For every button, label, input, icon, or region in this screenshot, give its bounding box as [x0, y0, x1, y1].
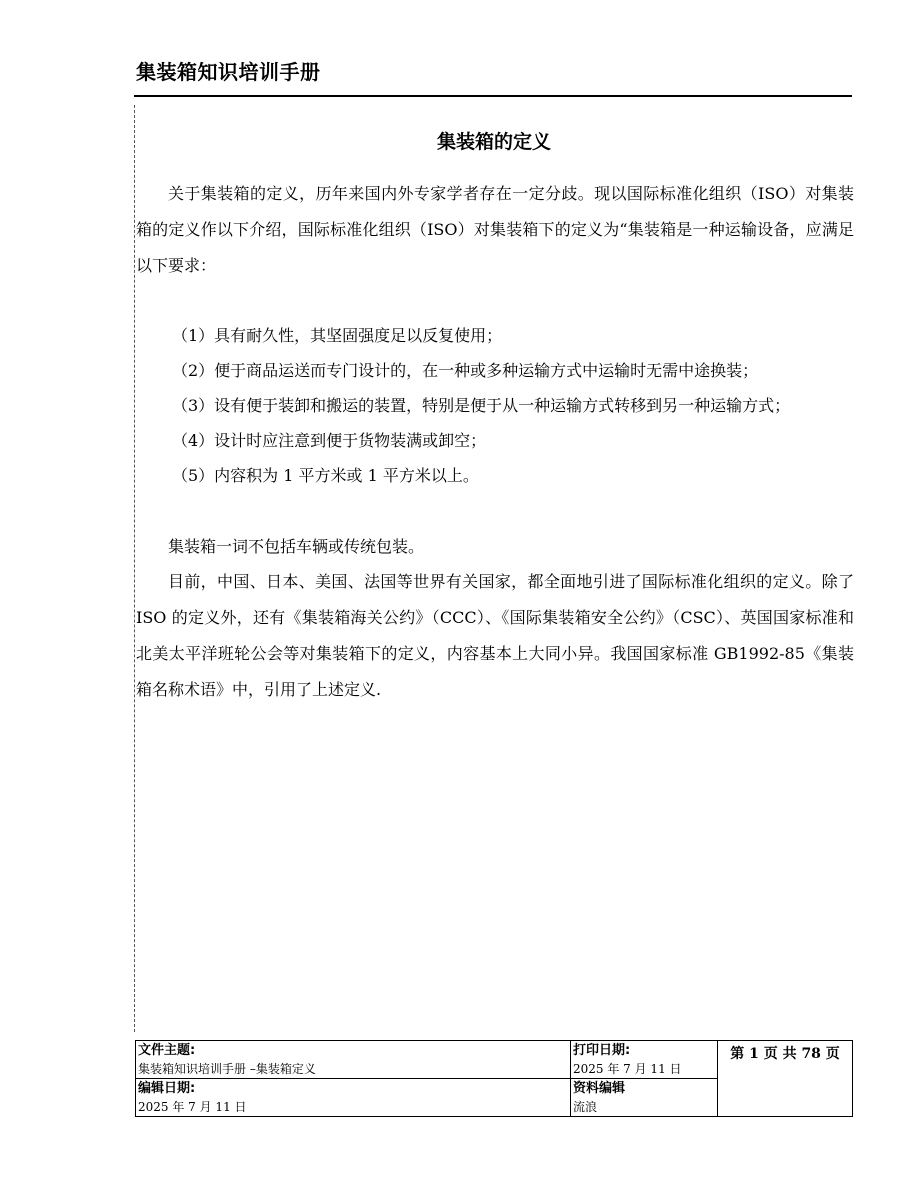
footer-editor-label: 资料编辑 [573, 1081, 626, 1096]
footer-subject-value: 集装箱知识培训手册 –集装箱定义 [138, 1062, 316, 1076]
list-item: （5）内容积为 1 平方米或 1 平方米以上。 [172, 466, 479, 485]
note-paragraph: 集装箱一词不包括车辆或传统包装。 [168, 537, 425, 556]
footer-table [135, 1040, 853, 1117]
footer-edit-date-value: 2025 年 7 月 11 日 [138, 1100, 247, 1114]
intro-paragraph: 关于集装箱的定义，历年来国内外专家学者存在一定分歧。现以国际标准化组织（ISO）对集装箱的定义作以下介绍，国际标准化组织（ISO）对集装箱下的定义为“集装箱是一种运输设备，应满足以下要求： [136, 184, 854, 275]
footer-edit-date-cell [136, 1079, 571, 1117]
margin-line [134, 105, 135, 1032]
footer-print-date-value: 2025 年 7 月 11 日 [573, 1062, 682, 1076]
footer-subject-cell [136, 1041, 571, 1079]
footer-print-date-cell [571, 1041, 718, 1079]
list-item: （1）具有耐久性，其坚固强度足以反复使用； [172, 326, 503, 345]
footer-subject-label: 文件主题: [138, 1043, 196, 1058]
footer-editor-value: 流浪 [573, 1100, 598, 1114]
footer-print-date-label: 打印日期: [573, 1043, 631, 1058]
list-item: （2）便于商品运送而专门设计的，在一种或多种运输方式中运输时无需中途换装； [172, 361, 759, 380]
header-divider [134, 95, 852, 97]
footer-editor-cell [571, 1079, 718, 1117]
list-item: （3）设有便于装卸和搬运的装置，特别是便于从一种运输方式转移到另一种运输方式； [172, 396, 791, 415]
footer-page-info: 第 1 页 共 78 页 [718, 1041, 853, 1117]
document-title: 集装箱的定义 [436, 131, 551, 153]
footer-edit-date-label: 编辑日期: [138, 1081, 196, 1096]
header-title: 集装箱知识培训手册 [136, 60, 321, 84]
conclusion-paragraph: 目前，中国、日本、美国、法国等世界有关国家，都全面地引进了国际标准化组织的定义。除了 ISO 的定义外，还有《集装箱海关公约》（CCC）、《国际集装箱安全公约》（CSC）、英国国家标准和北美太平洋班轮公会等对集装箱下的定义，内容基本上大同小异。我国国家标准 GB1992-85《集装箱名称术语》中，引用了上述定义. [136, 572, 854, 699]
list-item: （4）设计时应注意到便于货物装满或卸空； [172, 431, 487, 450]
